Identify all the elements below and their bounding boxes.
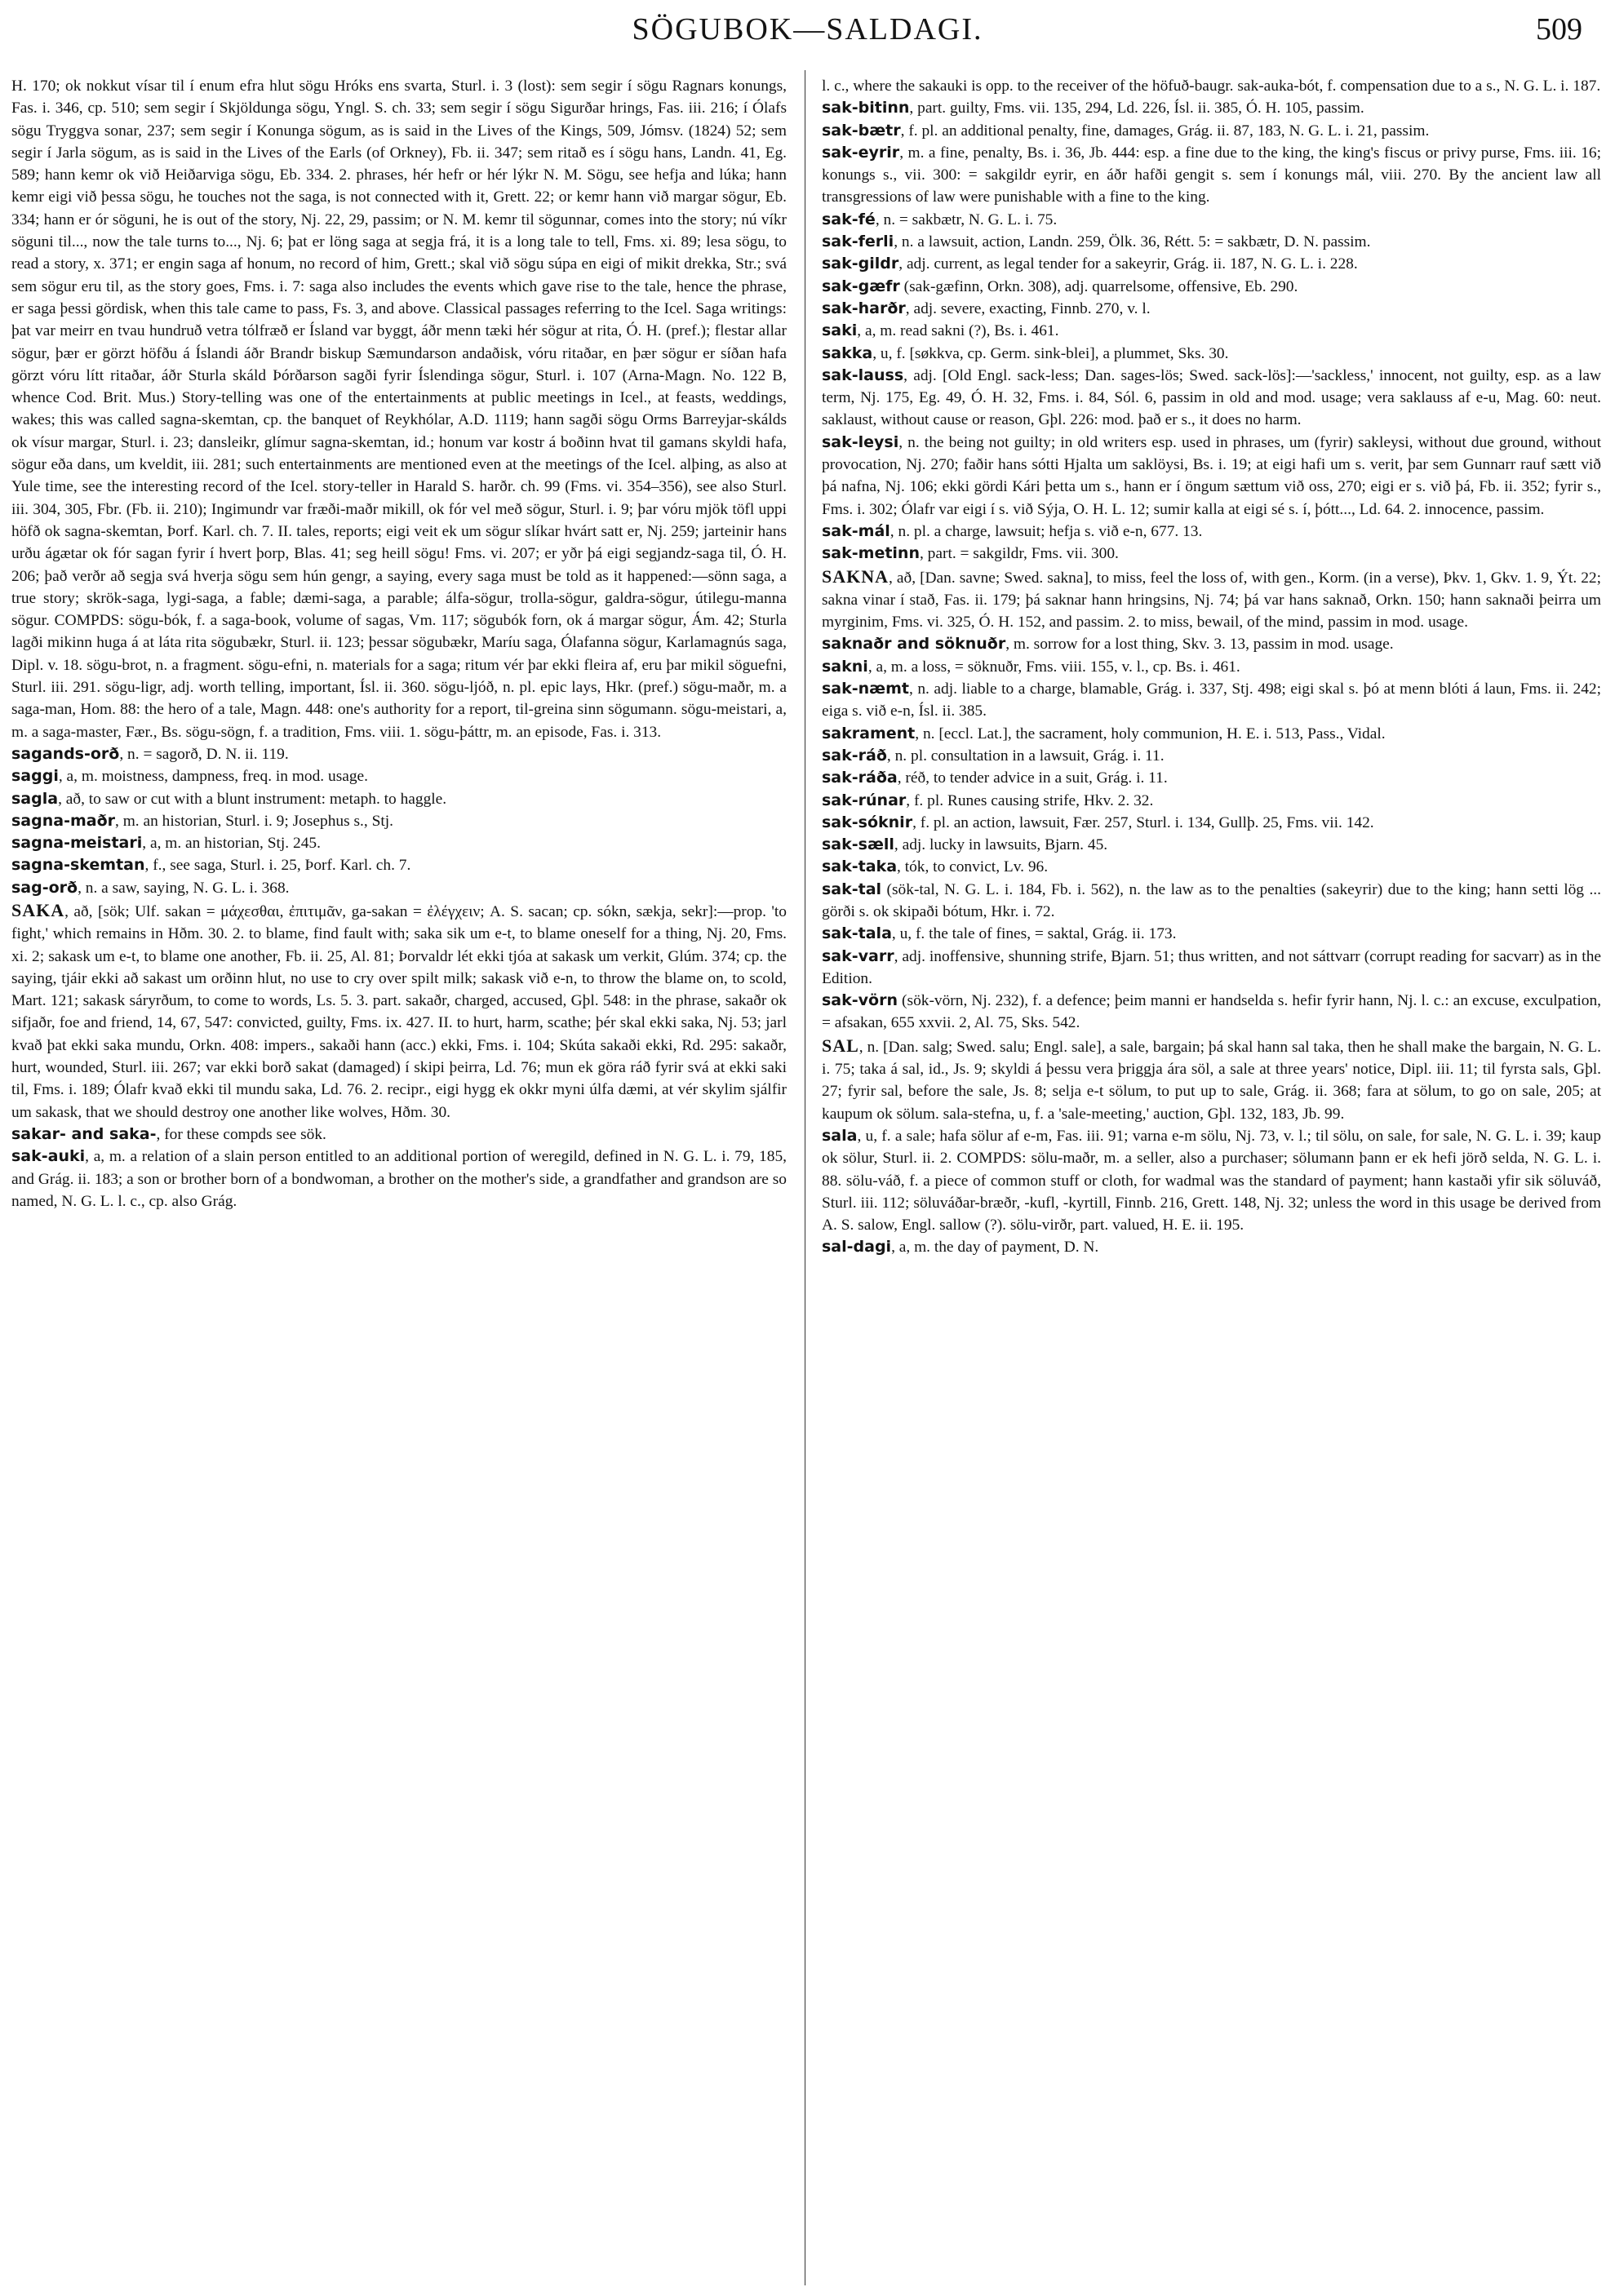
entry-headword: sak-ferli [822,233,894,251]
dictionary-entry [822,320,1601,342]
entry-headword: sak-lauss [822,366,904,384]
entry-definition: , n. the being not guilty; in old writers esp. used in phrases, um (fyrir) sakleysi, without due ground, without provocation, Nj. 270; faðir hans sótti Hjalta um saklöysi, Bs. i. 19; at eigi hafi um s. verit, þar sem Gunnarr rauf sætt við þá nafna, Nj. 106; ekki gördi Kári þetta um s., hann er í öngum sættum við oss, 270; eigi er s. við þá, Fb. ii. 352; fyrir s., Fms. i. 302; Ólafr var eigi í s. við Sýja, O. H. L. 12; sumir kalla at eigi sé s. í, þótt..., Ld. 64. 2. innocence, passim. [822,433,1601,518]
dictionary-entry [822,1125,1601,1236]
dictionary-entry [822,120,1601,142]
entry-headword: sak-bitinn [822,99,910,117]
entry-definition: H. 170; ok nokkut vísar til í enum efra hlut sögu Hróks ens svarta, Sturl. i. 3 (lost): sem segir í sögu Ragnars konungs, Fas. i. 346, cp. 510; sem segir í Skjöldunga sögu, Yngl. S. ch. 33; sem segir í sögu Sigurðar hrings, Fas. iii. 216; í Ólafs sögu Tryggva sonar, 237; sem segir í Konunga sögum, as is said in the Lives of the Kings, 509, Jómsv. (1824) 52; sem segir í Jarla sögum, as is said in the Lives of the Earls (of Orkney), Fb. ii. 347; sem ritað es í sögu hans, Landn. 41, Eg. 589; hann kemr ok við Heiðarviga sögu, Eb. 334. 2. phrases, hér hefr or hér lýkr N. M. Sögu, see hefja and lúka; hann kemr eigi við þessa sögu, he touches not the saga, is not connected with it, Grett. 22; or kemr hann við margar sögur, Eb. 334; hann er ór söguni, he is out of the story, Nj. 22, 29, passim; or N. M. kemr til sögunnar, comes into the story; nú víkr söguni til..., now the tale turns to..., Nj. 6; þat er löng saga at segja frá, it is a long tale to tell, Fms. xi. 89; lesa sögu, to read a story, x. 371; er engin saga af honum, no record of him, Grett.; skal við sögu súpa en eigi of mikit drekka, Str.; svá sem sögur eru til, as the story goes, Fms. i. 7: saga also includes the events which gave rise to the tale, hence the phrase, er saga þessi gördisk, when this tale came to pass, Fs. 3, and above. Classical passages referring to the Icel. Saga writings: þat var meirr en tvau hundruð vetra tólfræð er Ísland var byggt, áðr menn tæki hér sögur at rita, Ó. H. (pref.); flestar allar sögur, þær er görzt höfðu á Íslandi áðr Brandr biskup Sæmundarson andaðisk, vóru ritaðar, en þær sögur er síðan hafa görzt vóru lítt ritaðar, áðr Sturla skáld Þórðarson sagði fyrir Íslendinga sögur, Sturl. i. 107 (Arna-Magn. No. 122 B, whence Cod. Brit. Mus.) Story-telling was one of the entertainments at public meetings in Icel., at feasts, weddings, wakes; this was called sagna-skemtan, cp. the banquet of Reykhólar, A.D. 1119; hann sagði sögu Orms Barreyjar-skálds ok vísur margar, Sturl. i. 23; dansleikr, glímur sagna-skemtan, id.; honum var kostr á boðinn hvat til gamans skyldi hafa, sögur eða dans, um kveldit, iii. 281; such entertainments are mentioned even at the meetings of the Icel. alþing, as also at Yule time, see the interesting record of the Icel. story-teller in Harald S. harðr. ch. 99 (Fms. vi. 354–356), see also Sturl. iii. 304, 305, Fbr. (Fb. ii. 210); Ingimundr var fræði-maðr mikill, ok fór vel með sögur, Sturl. i. 9; þar vóru mjök töfl uppi höfð ok sagna-skemtan, Þorf. Karl. ch. 7. II. tales, reports; eigi veit ek um sögur slíkar hvárt satt er, Nj. 259; jarteinir hans urðu ágætar ok fór sagan fyrir í hvert þorp, Blas. 41; seg heill sögu! Fms. vi. 207; er yðr þá eigi segjandz-saga til, Ó. H. 206; það verðr að segja svá hverja sögu sem hún gengr, a saying, every saga must be told as it happened:—sönn saga, a true story; skrök-saga, lygi-saga, a fable; dæmi-saga, a parable; álfa-sögur, trolla-sögur, galdra-sögur, útilegu-manna sögur. COMPDS: sögu-bók, f. a saga-book, volume of sagas, Vm. 117; sögubók forn, ok á margar sögur, Ám. 42; Sturla lagði mikinn huga á at láta rita sögubækr, Sturl. ii. 123; þessar sögubækr, Maríu saga, Ólafanna sögur, Karlamagnús saga, Dipl. v. 18. sögu-brot, n. a fragment. sögu-efni, n. materials for a saga; ritum vér þar ekki fleira af, eru þar mikil söguefni, Sturl. iii. 291. sögu-ligr, adj. worth telling, important, Ísl. ii. 360. sögu-ljóð, n. pl. epic lays, Hkr. (pref.) sögu-maðr, m. a saga-man, Hom. 88: the hero of a tale, Magn. 448: one's authority for a report, til-greina sinn sögumann. sögu-meistari, a, m. a saga-master, Fær., Bs. sögu-sögn, f. a tradition, Fms. viii. 1. sögu-þáttr, m. an episode, Fas. i. 313. [11,78,787,741]
entry-definition: , n. = sakbætr, N. G. L. i. 75. [875,211,1058,228]
dictionary-entry [822,209,1601,231]
entry-headword: sak-harðr [822,299,906,317]
dictionary-entry [822,565,1601,634]
entry-headword: sak-sæll [822,836,894,854]
entry-definition: , að, [Dan. savne; Swed. sakna], to miss, feel the loss of, with gen., Korm. (in a verse), Þkv. 1, Gkv. 1. 9, Ýt. 22; sakna vinar í stað, Fas. ii. 179; þá saknar hann hringsins, Nj. 74; þá var hans saknað, Orkn. 150; hann saknaði þeirra um myrginim, Fms. vi. 325, Ó. H. 152, and passim. 2. to miss, bewail, of the mind, passim in mod. usage. [822,569,1601,632]
entry-definition: , f., see saga, Sturl. i. 25, Þorf. Karl. ch. 7. [144,857,411,875]
entry-definition: , a, m. a loss, = söknuðr, Fms. viii. 155, v. l., cp. Bs. i. 461. [867,658,1240,676]
dictionary-entry [822,75,1601,97]
entry-definition: l. c., where the sakauki is opp. to the receiver of the höfuð-baugr. sak-auka-bót, f. compensation due to a s., N. G. L. i. 187. [822,78,1601,95]
entry-definition: , n. [eccl. Lat.], the sacrament, holy communion, H. E. i. 513, Pass., Vidal. [915,725,1386,742]
entry-headword: sagna-maðr [11,811,116,830]
entry-definition: , part. guilty, Fms. vii. 135, 294, Ld. 226, Ísl. ii. 385, Ó. H. 105, passim. [909,100,1364,117]
entry-definition: , m. sorrow for a lost thing, Skv. 3. 13, passim in mod. usage. [1005,636,1394,654]
entry-definition: , m. a fine, penalty, Bs. i. 36, Jb. 444: esp. a fine due to the king, the king's fiscus or privy purse, Fms. iii. 16; konungs s., vii. 300: = sakgildr eyrir, en áðr hafði gengit s. sem í konungs mál, viii. 270. By the ancient law all transgressions of law were punishable with a fine to the king. [822,144,1601,206]
entry-definition: , n. [Dan. salg; Swed. salu; Engl. sale], a sale, bargain; þá skal hann sal taka, then he shall make the bargain, N. G. L. i. 75; taka á sal, id., Js. 9; skyldi á þessu vera þriggja ára söl, a sale at three years' notice, Dipl. iii. 11; til fyrsta sals, Gþl. 27; fyrir sal, before the sale, Js. 8; selja e-t sölum, to put up to sale, Grág. ii. 368; fara at sölum, to go on sale, 205; at kaupum ok sölum. sala-stefna, u, f. a 'sale-meeting,' auction, Gþl. 132, 183, Jb. 99. [822,1038,1601,1123]
dictionary-entry [822,142,1601,209]
entry-headword: SAL [822,1035,859,1056]
entry-headword: sak-taka [822,858,898,876]
entry-definition: (sak-gæfinn, Orkn. 308), adj. quarrelsome, offensive, Eb. 290. [899,277,1298,295]
entry-headword: sakar- and saka- [11,1124,157,1143]
entry-definition: , a, m. a relation of a slain person entitled to an additional portion of weregild, defined in N. G. L. i. 79, 185, and Grág. ii. 183; a son or brother born of a bondwoman, a brother on the mother's side, a grandfather and grandson are so named, N. G. L. l. c., cp. also Grág. [11,1148,787,1210]
dictionary-entry [822,633,1601,655]
entry-definition: , f. pl. an additional penalty, fine, damages, Grág. ii. 87, 183, N. G. L. i. 21, passim. [900,122,1430,140]
entry-headword: sak-mál [822,521,890,540]
entry-headword: sagands-orð [11,744,120,763]
dictionary-entry [822,723,1601,745]
dictionary-entry [11,899,787,1124]
dictionary-entry [822,343,1601,365]
entry-definition: , adj. current, as legal tender for a sakeyrir, Grág. ii. 187, N. G. L. i. 228. [898,255,1358,273]
entry-headword: SAKA [11,899,65,920]
entry-headword: sak-gæfr [822,277,900,295]
entry-headword: sak-ráð [822,746,887,765]
dictionary-entry [822,678,1601,723]
entry-headword: sak-eyrir [822,143,900,162]
entry-definition: , a, m. an historian, Stj. 245. [142,835,321,853]
entry-definition: , að, [sök; Ulf. sakan = μάχεσθαι, ἐπιτιμᾶν, ga-sakan = ἐλέγχειν; A. S. sacan; cp. sókn, sækja, sekr]:—prop. 'to fight,' which remains in Hðm. 30. 2. to blame, find fault with; saka sik um e-t, to blame oneself for a thing, Nj. 20, Fms. xi. 2; sakask um e-t, to blame one another, Fb. ii. 25, Al. 81; Þorvaldr lét ekki tjóa at sakask um verkit, Glúm. 374; cp. the saying, tjáir ekki að sakast um orðinn hlut, no use to cry over spilt milk; sakask við e-n, to throw the blame on, to scold, Mart. 121; sakask sáryrðum, to come to words, Ls. 5. 3. part. sakaðr, charged, accused, Gþl. 548: in the phrase, sakaðr ok sifjaðr, foe and friend, 14, 67, 547: convicted, guilty, Fms. ix. 427. II. to hurt, harm, scathe; þér skal ekki saka, Nj. 53; jarl kvað þat ekki saka mundu, Orkn. 408: impers., sakaði hann (acc.) ekki, Fms. i. 104; Skúta sakaði ekki, Rd. 295: sakaðr, hurt, wounded, Sturl. iii. 267; var ekki borð sakat (damaged) í skipi þeirra, Ld. 76; mun ek göra ráð fyrir svá at ekki saki til, Fms. i. 189; Ólafr kvað ekki til mundu saka, Ld. 76. 2. recipr., eigi hygg ek okkr myni úlfa dæmi, at vér skylim sjálfir um sakask, that we should destroy one another like wolves, Hðm. 30. [11,902,787,1121]
entry-headword: sak-auki [11,1147,86,1166]
entry-headword: sak-fé [822,210,876,228]
dictionary-entry [11,832,787,854]
entry-definition: , adj. severe, exacting, Finnb. 270, v. l. [905,299,1151,317]
dictionary-entry [822,990,1601,1035]
dictionary-entry [11,854,787,876]
page-header [0,0,1615,57]
entry-definition: (sök-vörn, Nj. 232), f. a defence; þeim manni er handselda s. hefir fyrir hann, Nj. l. c.: an excuse, exculpation, = afsakan, 655 xxvii. 2, Al. 75, Sks. 542. [822,992,1601,1032]
dictionary-entry [11,1124,787,1146]
entry-headword: SAKNA [822,565,890,587]
entry-headword: sak-bætr [822,121,901,140]
entry-definition: , n. a saw, saying, N. G. L. i. 368. [78,879,290,897]
dictionary-entry [11,877,787,899]
dictionary-entry [11,765,787,787]
running-title: SÖGUBOK—SALDAGI. [632,12,983,47]
entry-headword: sak-rúnar [822,791,907,809]
entry-definition: , f. pl. an action, lawsuit, Fær. 257, Sturl. i. 134, Gullþ. 25, Fms. vii. 142. [912,813,1374,831]
entry-definition: , n. a lawsuit, action, Landn. 259, Ölk. 36, Rétt. 5: = sakbætr, D. N. passim. [894,233,1371,251]
right-column [822,75,1601,2282]
dictionary-entry [11,75,787,743]
entry-headword: saggi [11,767,59,786]
entry-definition: , u, f. the tale of fines, = saktal, Grág. ii. 173. [891,925,1177,943]
dictionary-entry [822,812,1601,834]
dictionary-entry [822,298,1601,320]
entry-headword: sak-næmt [822,680,909,698]
entry-headword: sakrament [822,724,916,742]
dictionary-entry [822,1236,1601,1258]
entry-headword: sak-gildr [822,255,899,273]
dictionary-entry [11,1146,787,1212]
dictionary-entry [822,656,1601,678]
entry-headword: saknaðr and söknuðr [822,635,1006,654]
dictionary-entry [822,856,1601,878]
entry-headword: saki [822,321,858,340]
entry-definition: , n. pl. consultation in a lawsuit, Grág. i. 11. [886,747,1165,765]
entry-definition: , réð, to tender advice in a suit, Grág. i. 11. [897,769,1168,787]
dictionary-entry [822,231,1601,253]
dictionary-entry [822,879,1601,924]
dictionary-entry [822,745,1601,767]
entry-headword: sal-dagi [822,1238,892,1257]
dictionary-entry [822,543,1601,565]
entry-headword: sak-leysi [822,432,899,451]
dictionary-entry [11,788,787,810]
entry-definition: , part. = sakgildr, Fms. vii. 300. [919,545,1119,563]
entry-headword: sakka [822,344,873,362]
entry-definition: (sök-tal, N. G. L. i. 184, Fb. i. 562), n. the law as to the penalties (sakeyrir) due to the king; hann setti lög ... görði s. ok skipaði bótum, Hkr. i. 72. [822,880,1601,920]
entry-definition: , n. = sagorð, D. N. ii. 119. [119,745,289,763]
dictionary-entry [11,810,787,832]
entry-definition: , u, f. [søkkva, cp. Germ. sink-blei], a plummet, Sks. 30. [872,344,1229,362]
entry-definition: , að, to saw or cut with a blunt instrument: metaph. to haggle. [58,790,447,808]
dictionary-entry [822,923,1601,945]
entry-headword: sak-metinn [822,544,920,563]
entry-definition: , m. an historian, Sturl. i. 9; Josephus s., Stj. [115,812,393,830]
entry-headword: sakni [822,657,868,676]
dictionary-entry [822,834,1601,856]
entry-definition: , adj. [Old Engl. sack-less; Dan. sages-lös; Swed. sack-lös]:—'sackless,' innocent, not guilty, esp. as a law term, Nj. 175, Eg. 49, Ó. H. 32, Fms. i. 84, Sól. 6, passim in old and mod. usage; vera saklauss af e-u, Mag. 60: neut. saklaust, without cause or reason, Gþl. 226: mod. það er s., it does no harm. [822,366,1601,429]
dictionary-entry [822,767,1601,789]
entry-definition: , adj. lucky in lawsuits, Bjarn. 45. [894,836,1108,854]
entry-headword: sak-sóknir [822,813,913,831]
entry-headword: sak-varr [822,946,894,965]
entry-definition: , u, f. a sale; hafa sölur af e-m, Fas. iii. 91; varna e-m sölu, Nj. 73, v. l.; til sölu, on sale, for sale, N. G. L. i. 39; kaup ok sölur, Sturl. ii. 2. COMPDS: sölu-maðr, m. a seller, also a purchaser; sölumann þann er ek hefi jörð selda, N. G. L. i. 88. sölu-váð, f. a piece of common stuff or cloth, for wadmal was the standard of payment; hann kastaði yfir sik söluváð, Sturl. iii. 112; söluváðar-bræðr, -kufl, -kyrtill, Finnb. 216, Grett. 148, Nj. 32; unless the word in this usage be derived from A. S. salow, Engl. sallow (?). sölu-virðr, part. valued, H. E. ii. 195. [822,1127,1601,1234]
entry-headword: sala [822,1126,858,1145]
entry-headword: sak-tal [822,880,882,898]
dictionary-entry [822,790,1601,812]
entry-definition: , adj. inoffensive, shunning strife, Bjarn. 51; thus written, and not sáttvarr (corrupt reading for sacvarr) as in the Edition. [822,947,1601,987]
entry-definition: , n. adj. liable to a charge, blamable, Grág. i. 337, Stj. 498; eigi skal s. þó at menn blóti á laun, Fms. ii. 242; eiga s. við e-n, Ísl. ii. 385. [822,680,1601,720]
entry-headword: sagla [11,789,59,808]
page-number: 509 [1536,12,1582,47]
entry-definition: , for these compds see sök. [156,1125,326,1143]
entry-headword: sak-ráða [822,769,898,787]
dictionary-entry [822,432,1601,521]
dictionary-entry [822,946,1601,991]
dictionary-entry [11,743,787,765]
entry-definition: , f. pl. Runes causing strife, Hkv. 2. 32. [906,791,1154,809]
dictionary-entry [822,253,1601,275]
entry-headword: sagna-meistari [11,834,143,853]
entry-headword: sak-tala [822,924,892,943]
dictionary-entry [822,365,1601,432]
entry-definition: , a, m. the day of payment, D. N. [891,1239,1099,1257]
left-column [11,75,787,2282]
entry-headword: sagna-skemtan [11,856,145,875]
entry-definition: , a, m. moistness, dampness, freq. in mod. usage. [58,768,368,786]
entry-definition: , a, m. read sakni (?), Bs. i. 461. [857,322,1059,340]
entry-definition: , n. pl. a charge, lawsuit; hefja s. við e-n, 677. 13. [890,522,1203,540]
dictionary-entry [822,97,1601,119]
dictionary-entry [822,521,1601,543]
entry-definition: , tók, to convict, Lv. 96. [897,858,1049,876]
dictionary-entry [822,1035,1601,1125]
dictionary-entry [822,276,1601,298]
entry-headword: sag-orð [11,878,78,897]
entry-headword: sak-vörn [822,991,898,1010]
